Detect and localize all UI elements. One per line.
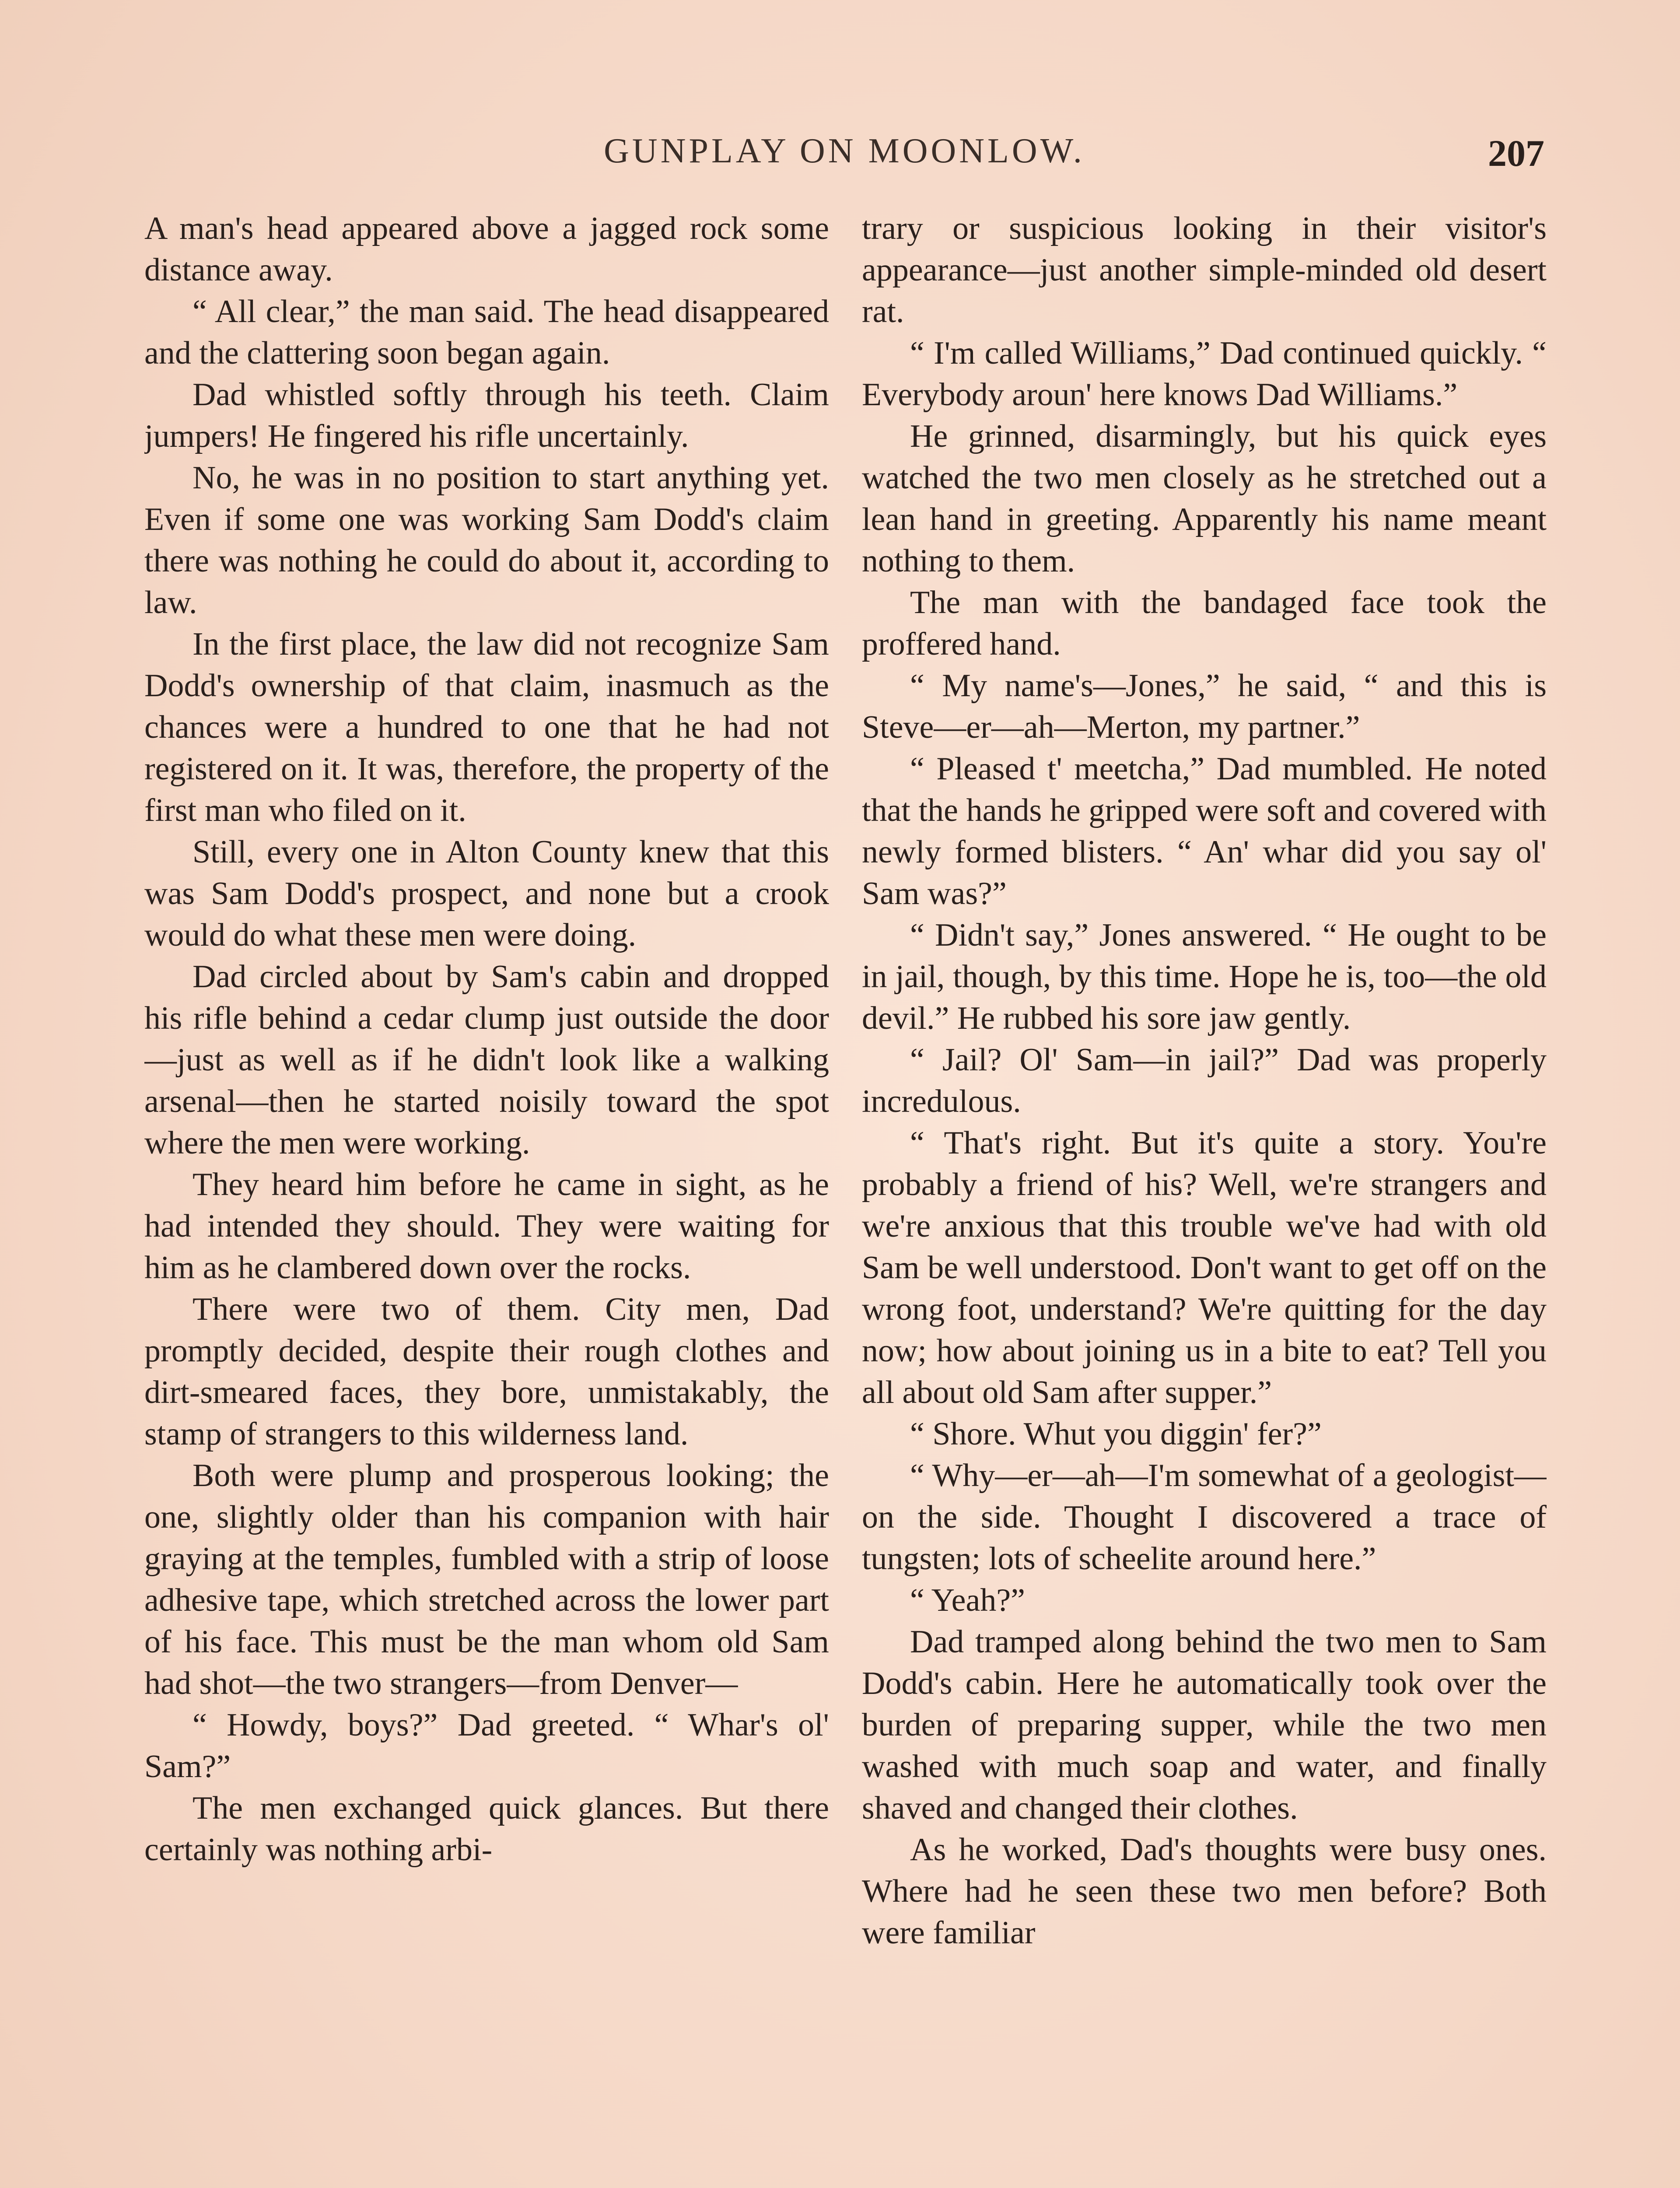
- page-header: [144, 131, 1544, 184]
- paragraph: Dad whistled softly through his teeth. Claim jumpers! He fingered his rifle uncertainly.: [144, 377, 829, 454]
- paragraph: “ Yeah?”: [910, 1582, 1026, 1618]
- right-column: [862, 208, 1547, 2188]
- paragraph: “ Howdy, boys?” Dad greeted. “ Whar's ol' Sam?”: [144, 1707, 829, 1785]
- paragraph: A man's head appeared above a jagged rock some distance away.: [144, 210, 829, 288]
- paragraph: “ Shore. Whut you diggin' fer?”: [910, 1416, 1322, 1452]
- paragraph: Dad tramped along behind the two men to Sam Dodd's cabin. Here he automatically took over the burden of preparing supper, while the two men washed with much soap and water, and finally shaved and changed their clothes.: [862, 1624, 1547, 1826]
- paragraph: trary or suspicious looking in their visitor's appearance—just another simple-minded old desert rat.: [862, 210, 1547, 330]
- paragraph: “ Pleased t' meetcha,” Dad mumbled. He noted that the hands he gripped were soft and covered with newly formed blisters. “ An' whar did you say ol' Sam was?”: [862, 751, 1547, 912]
- paragraph: He grinned, disarmingly, but his quick eyes watched the two men closely as he stretched out a lean hand in greeting. Apparently his name meant nothing to them.: [862, 418, 1547, 579]
- text-columns: [144, 208, 1547, 2188]
- paragraph: The men exchanged quick glances. But there certainly was nothing arbi-: [144, 1790, 829, 1868]
- paragraph: “ My name's—Jones,” he said, “ and this is Steve—er—ah—Merton, my partner.”: [862, 668, 1547, 745]
- paragraph: “ Why—er—ah—I'm somewhat of a geologist—on the side. Thought I discovered a trace of tungsten; lots of scheelite around here.”: [862, 1458, 1547, 1577]
- paragraph: Both were plump and prosperous looking; the one, slightly older than his companion with hair graying at the temples, fumbled with a strip of loose adhesive tape, which stretched across the lower part of his face. This must be the man whom old Sam had shot—the two strangers—from Denver—: [144, 1458, 829, 1701]
- paragraph: Still, every one in Alton County knew that this was Sam Dodd's prospect, and none but a crook would do what these men were doing.: [144, 834, 829, 953]
- paragraph: They heard him before he came in sight, as he had intended they should. They were waiting for him as he clambered down over the rocks.: [144, 1167, 829, 1286]
- running-head: GUNPLAY ON MOONLOW.: [604, 132, 1085, 170]
- paragraph: Dad circled about by Sam's cabin and dropped his rifle behind a cedar clump just outside the door—just as well as if he didn't look like a walking arsenal—then he started noisily toward the spot where the men were working.: [144, 959, 829, 1161]
- paragraph: The man with the bandaged face took the proffered hand.: [862, 585, 1547, 662]
- paragraph: As he worked, Dad's thoughts were busy ones. Where had he seen these two men before? Both were familiar: [862, 1832, 1547, 1951]
- paragraph: “ That's right. But it's quite a story. You're probably a friend of his? Well, we're strangers and we're anxious that this trouble we've had with old Sam be well understood. Don't want to get off on the wrong foot, understand? We're quitting for the day now; how about joining us in a bite to eat? Tell you all about old Sam after supper.”: [862, 1125, 1547, 1410]
- paragraph: There were two of them. City men, Dad promptly decided, despite their rough clothes and dirt-smeared faces, they bore, unmistakably, the stamp of strangers to this wilderness land.: [144, 1291, 829, 1452]
- paragraph: “ All clear,” the man said. The head disappeared and the clattering soon began again.: [144, 294, 829, 371]
- paragraph: “ I'm called Williams,” Dad continued quickly. “ Everybody aroun' here knows Dad Williams.”: [862, 335, 1547, 413]
- paragraph: In the first place, the law did not recognize Sam Dodd's ownership of that claim, inasmuch as the chances were a hundred to one that he had not registered on it. It was, therefore, the property of the first man who filed on it.: [144, 626, 829, 828]
- page-number: 207: [1488, 132, 1544, 174]
- paragraph: No, he was in no position to start anything yet. Even if some one was working Sam Dodd's claim there was nothing he could do about it, according to law.: [144, 460, 829, 621]
- paragraph: “ Didn't say,” Jones answered. “ He ought to be in jail, though, by this time. Hope he is, too—the old devil.” He rubbed his sore jaw gently.: [862, 917, 1547, 1036]
- left-column: [144, 208, 829, 2188]
- paragraph: “ Jail? Ol' Sam—in jail?” Dad was properly incredulous.: [862, 1042, 1547, 1119]
